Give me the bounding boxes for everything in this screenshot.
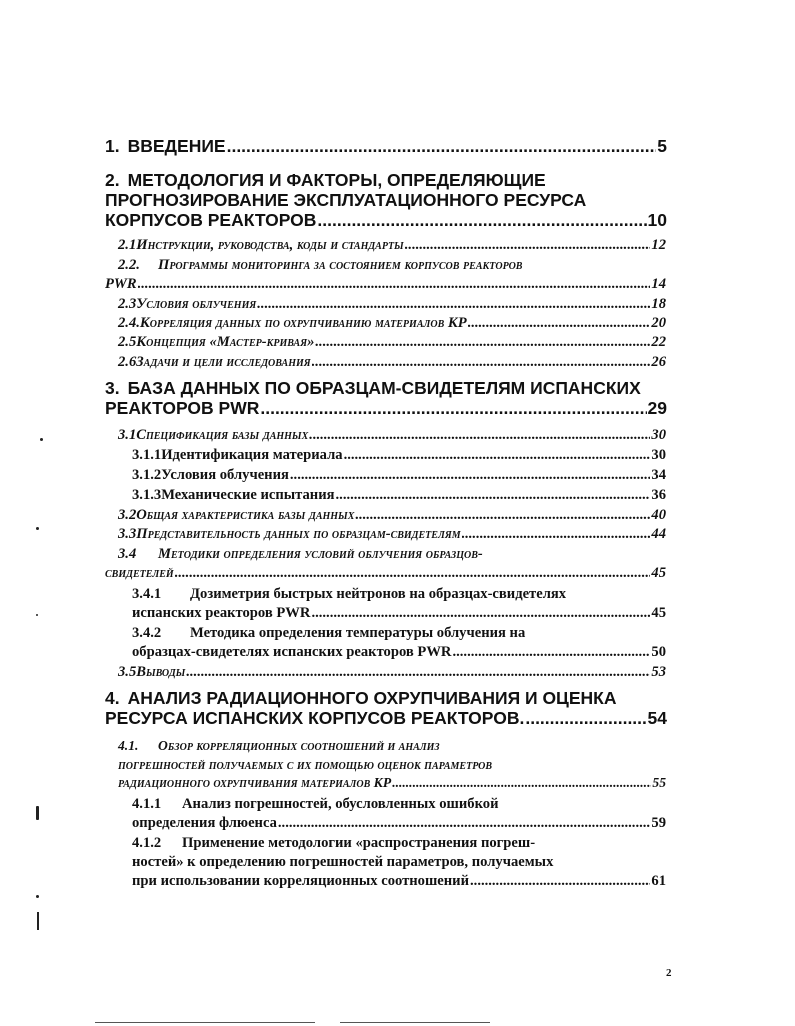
toc-title-line1: АНАЛИЗ РАДИАЦИОННОГО ОХРУПЧИВАНИЯ И ОЦЕНКА xyxy=(127,688,617,708)
toc-page: 29 xyxy=(647,398,667,418)
scan-edge-line xyxy=(340,1022,490,1023)
dot-leader xyxy=(309,426,650,445)
scan-edge-line xyxy=(95,1022,315,1023)
dot-leader xyxy=(468,314,651,333)
toc-page: 55 xyxy=(652,775,666,790)
toc-entry-4-1-2[interactable] xyxy=(132,834,666,891)
toc-page: 14 xyxy=(651,276,666,292)
dot-leader xyxy=(175,564,651,583)
scan-speck xyxy=(36,614,38,616)
toc-page: 45 xyxy=(651,605,666,621)
dot-leader xyxy=(312,353,651,372)
dot-leader xyxy=(257,295,650,314)
toc-page: 10 xyxy=(647,210,667,230)
toc-number: 4.1. xyxy=(118,738,139,753)
toc-number: 3.1.1 xyxy=(132,447,162,463)
toc-title-line2: определения флюенса xyxy=(132,815,277,831)
page-number: 2 xyxy=(666,967,672,979)
toc-title-line1: БАЗА ДАННЫХ ПО ОБРАЗЦАМ-СВИДЕТЕЛЯМ ИСПАНСКИХ xyxy=(127,378,641,398)
toc-title: Спецификация базы данных xyxy=(136,427,309,443)
scan-speck xyxy=(40,438,43,441)
dot-leader xyxy=(355,506,650,525)
toc-title: Концепция «Мастер-кривая» xyxy=(136,334,315,350)
toc-title: Корреляция данных по охрупчиванию материалов КР xyxy=(139,315,467,331)
toc-page: 18 xyxy=(651,296,666,312)
toc-entry-2-4[interactable] xyxy=(118,314,666,333)
dot-leader xyxy=(260,398,646,418)
toc-page: 54 xyxy=(647,708,667,728)
toc-title: Условия облучения xyxy=(136,296,257,312)
toc-title-line2: ПРОГНОЗИРОВАНИЕ ЭКСПЛУАТАЦИОННОГО РЕСУРСА xyxy=(105,190,587,210)
toc-number: 3.4.2 xyxy=(132,625,162,641)
toc-page: 34 xyxy=(651,467,666,483)
dot-leader xyxy=(278,814,651,833)
toc-title-line2: испанских реакторов PWR xyxy=(132,605,311,621)
toc-title-line2: свидетелей xyxy=(105,565,174,581)
toc-title-line2: РЕАКТОРОВ PWR xyxy=(105,398,260,418)
toc-page: 44 xyxy=(651,526,666,542)
toc-title-line1: Методики определения условий облучения образцов- xyxy=(158,546,483,562)
toc-title: Задачи и цели исследования xyxy=(136,354,311,370)
toc-number: 3.1.2 xyxy=(132,467,162,483)
dot-leader xyxy=(525,708,646,728)
dot-leader xyxy=(186,663,650,682)
toc-number: 3.2 xyxy=(118,507,137,523)
dot-leader xyxy=(452,643,650,662)
scan-speck xyxy=(36,527,39,530)
toc-page: 30 xyxy=(651,427,666,443)
toc-number: 4.1.2 xyxy=(132,835,162,851)
toc-title-line1: Обзор корреляционных соотношений и анализ xyxy=(158,738,440,753)
toc-title: Представительность данных по образцам-свидетелям xyxy=(136,526,461,542)
toc-title: Идентификация материала xyxy=(161,447,343,463)
toc-title-line2: ностей» к определению погрешностей параметров, получаемых xyxy=(132,854,554,870)
scan-speck xyxy=(36,806,39,820)
toc-number: 2. xyxy=(105,170,120,190)
dot-leader xyxy=(405,236,651,255)
toc-title-line1: Анализ погрешностей, обусловленных ошибкой xyxy=(182,796,499,812)
toc-title-line2: образцах-свидетелях испанских реакторов PWR xyxy=(132,644,452,660)
toc-entry-2-3[interactable] xyxy=(118,295,666,314)
dot-leader xyxy=(227,136,657,156)
dot-leader xyxy=(315,333,650,352)
toc-entry-3-5[interactable] xyxy=(118,663,666,682)
dot-leader xyxy=(470,872,650,891)
scan-speck xyxy=(37,912,39,930)
toc-number: 3.4 xyxy=(118,546,137,562)
toc-page: 45 xyxy=(651,565,666,581)
toc-entry-4[interactable] xyxy=(105,688,667,728)
toc-entry-3-1[interactable] xyxy=(118,426,666,445)
toc-page: 30 xyxy=(651,447,666,463)
toc-number: 4. xyxy=(105,688,120,708)
toc-entry-3-4-1[interactable] xyxy=(132,585,666,623)
toc-entry-4-1-1[interactable] xyxy=(132,795,666,833)
toc-entry-4-1[interactable] xyxy=(118,737,666,793)
toc-title: Механические испытания xyxy=(161,487,335,503)
toc-entry-2-1[interactable] xyxy=(118,236,666,255)
toc-page: 20 xyxy=(651,315,666,331)
toc-entry-2-5[interactable] xyxy=(118,333,666,352)
toc-entry-3-3[interactable] xyxy=(118,525,666,544)
dot-leader xyxy=(138,275,651,294)
toc-entry-3-4[interactable] xyxy=(105,545,666,583)
toc-entry-2-2[interactable] xyxy=(105,256,666,294)
toc-entry-3-1-2[interactable] xyxy=(132,466,666,485)
toc-entry-2[interactable] xyxy=(105,170,667,230)
toc-title-line1: Методика определения температуры облучения на xyxy=(190,625,526,641)
toc-page: 53 xyxy=(651,664,666,680)
toc-page: 36 xyxy=(651,487,666,503)
toc-number: 3.4.1 xyxy=(132,586,162,602)
toc-number: 3.5 xyxy=(118,664,137,680)
toc-entry-1[interactable] xyxy=(105,136,667,156)
toc-page: 59 xyxy=(651,815,666,831)
toc-entry-3-1-3[interactable] xyxy=(132,486,666,505)
toc-page: 12 xyxy=(651,237,666,253)
toc-title: Выводы xyxy=(136,664,186,680)
toc-page: 5 xyxy=(657,136,667,156)
scan-speck xyxy=(36,895,39,898)
toc-number: 2.5 xyxy=(118,334,137,350)
toc-number: 2.1 xyxy=(118,237,137,253)
toc-page: 61 xyxy=(651,873,666,889)
dot-leader xyxy=(392,774,651,793)
toc-title-line1: Программы мониторинга за состоянием корпусов реакторов xyxy=(158,257,523,273)
toc-number: 2.2. xyxy=(118,257,140,273)
toc-title: Общая характеристика базы данных xyxy=(136,507,355,523)
toc-title-line3: радиационного охрупчивания материалов КР xyxy=(118,775,392,790)
toc-page: 40 xyxy=(651,507,666,523)
dot-leader xyxy=(317,210,646,230)
toc-number: 1. xyxy=(105,136,120,156)
toc-entry-3-2[interactable] xyxy=(118,506,666,525)
toc-title-line2: погрешностей получаемых с их помощью оценок параметров xyxy=(118,756,493,772)
toc-title-line3: при использовании корреляционных соотношений xyxy=(132,873,470,889)
dot-leader xyxy=(336,486,651,505)
toc-number: 2.4. xyxy=(118,315,140,331)
toc-number: 3.1 xyxy=(118,427,137,443)
toc-title-line2: РЕСУРСА ИСПАНСКИХ КОРПУСОВ РЕАКТОРОВ. xyxy=(105,708,525,728)
toc-page: 22 xyxy=(651,334,666,350)
dot-leader xyxy=(462,525,651,544)
toc-number: 3.3 xyxy=(118,526,137,542)
dot-leader xyxy=(344,446,651,465)
toc-title: Инструкции, руководства, коды и стандарты xyxy=(136,237,404,253)
toc-entry-3-1-1[interactable] xyxy=(132,446,666,465)
toc-number: 3.1.3 xyxy=(132,487,162,503)
toc-title-line1: Дозиметрия быстрых нейтронов на образцах-свидетелях xyxy=(190,586,567,602)
toc-page: 26 xyxy=(651,354,666,370)
toc-title: Условия облучения xyxy=(161,467,289,483)
toc-entry-2-6[interactable] xyxy=(118,353,666,372)
toc-number: 4.1.1 xyxy=(132,796,162,812)
toc-entry-3-4-2[interactable] xyxy=(132,624,666,662)
toc-title-line1: МЕТОДОЛОГИЯ И ФАКТОРЫ, ОПРЕДЕЛЯЮЩИЕ xyxy=(127,170,546,190)
toc-title-line2: PWR xyxy=(105,276,137,292)
toc-title-line3: КОРПУСОВ РЕАКТОРОВ xyxy=(105,210,317,230)
toc-page: 50 xyxy=(651,644,666,660)
toc-entry-3[interactable] xyxy=(105,378,667,418)
toc-number: 3. xyxy=(105,378,120,398)
toc-number: 2.6 xyxy=(118,354,137,370)
toc-title-line1: Применение методологии «распространения погреш- xyxy=(182,835,536,851)
dot-leader xyxy=(290,466,651,485)
toc-number: 2.3 xyxy=(118,296,137,312)
toc-title: ВВЕДЕНИЕ xyxy=(127,136,226,156)
dot-leader xyxy=(311,604,650,623)
